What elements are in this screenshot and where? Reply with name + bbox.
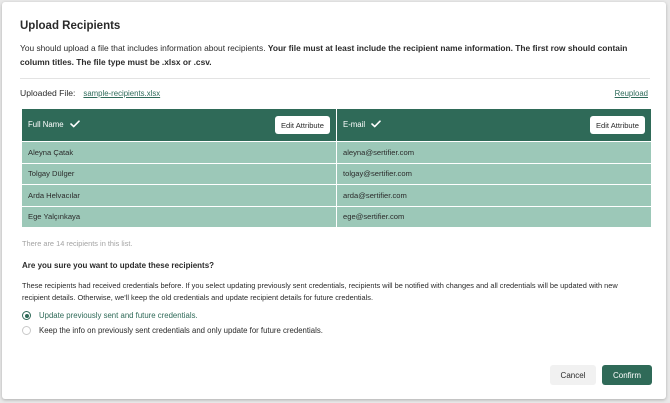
dialog-title: Upload Recipients [20, 20, 121, 32]
edit-attribute-button[interactable]: Edit Attribute [590, 116, 645, 134]
table-header-row [22, 109, 651, 142]
radio-button[interactable] [22, 326, 31, 335]
table-cell: Aleyna Çatak [22, 142, 337, 164]
confirm-button[interactable]: Confirm [602, 365, 652, 385]
table-cell: aleyna@sertifier.com [337, 142, 652, 164]
divider [20, 78, 650, 79]
uploaded-file-label: Uploaded File: [20, 88, 76, 98]
table-row [22, 163, 651, 185]
upload-recipients-dialog [2, 2, 666, 399]
checkmark-icon [371, 120, 381, 130]
table-cell: tolgay@sertifier.com [337, 163, 652, 185]
option-label: Update previously sent and future credentials. [39, 311, 198, 320]
recipient-count-text: There are 14 recipients in this list. [22, 239, 133, 248]
option-update-future-only[interactable] [22, 326, 323, 335]
intro-text [20, 42, 652, 69]
option-update-all[interactable] [22, 311, 198, 320]
uploaded-file-row [20, 88, 160, 98]
column-header-full-name [22, 109, 337, 142]
table-row [22, 185, 651, 207]
table-cell: Ege Yalçınkaya [22, 206, 337, 227]
table-cell: arda@sertifier.com [337, 185, 652, 207]
intro-bold-text: Your file must at least include the recipient name information. The first row should contain column titles. The file type must be .xlsx or .csv. [20, 43, 628, 67]
confirmation-question: Are you sure you want to update these recipients? [22, 261, 215, 270]
uploaded-file-link[interactable]: sample-recipients.xlsx [83, 89, 161, 98]
table-cell: ege@sertifier.com [337, 206, 652, 227]
table-cell: Tolgay Dülger [22, 163, 337, 185]
column-label: Full Name [28, 120, 64, 130]
table-row [22, 206, 651, 227]
checkmark-icon [70, 120, 80, 130]
table-cell: Arda Helvacılar [22, 185, 337, 207]
explanation-text: These recipients had received credentials before. If you select updating previously sent credentials, recipients will be notified with changes and all credentials will be updated with new recipient details. Otherwise, we'll keep the old credentials and update recipient details for future credentials. [22, 281, 618, 302]
recipients-table [22, 109, 651, 227]
reupload-link[interactable]: Reupload [614, 89, 648, 98]
radio-button-selected[interactable] [22, 311, 31, 320]
cancel-button[interactable]: Cancel [550, 365, 596, 385]
table-row [22, 142, 651, 164]
intro-plain-text: You should upload a file that includes information about recipients. [20, 43, 268, 53]
edit-attribute-button[interactable]: Edit Attribute [275, 116, 330, 134]
column-header-email [337, 109, 652, 142]
option-label: Keep the info on previously sent credentials and only update for future credentials. [39, 326, 323, 335]
column-label: E-mail [343, 120, 366, 130]
